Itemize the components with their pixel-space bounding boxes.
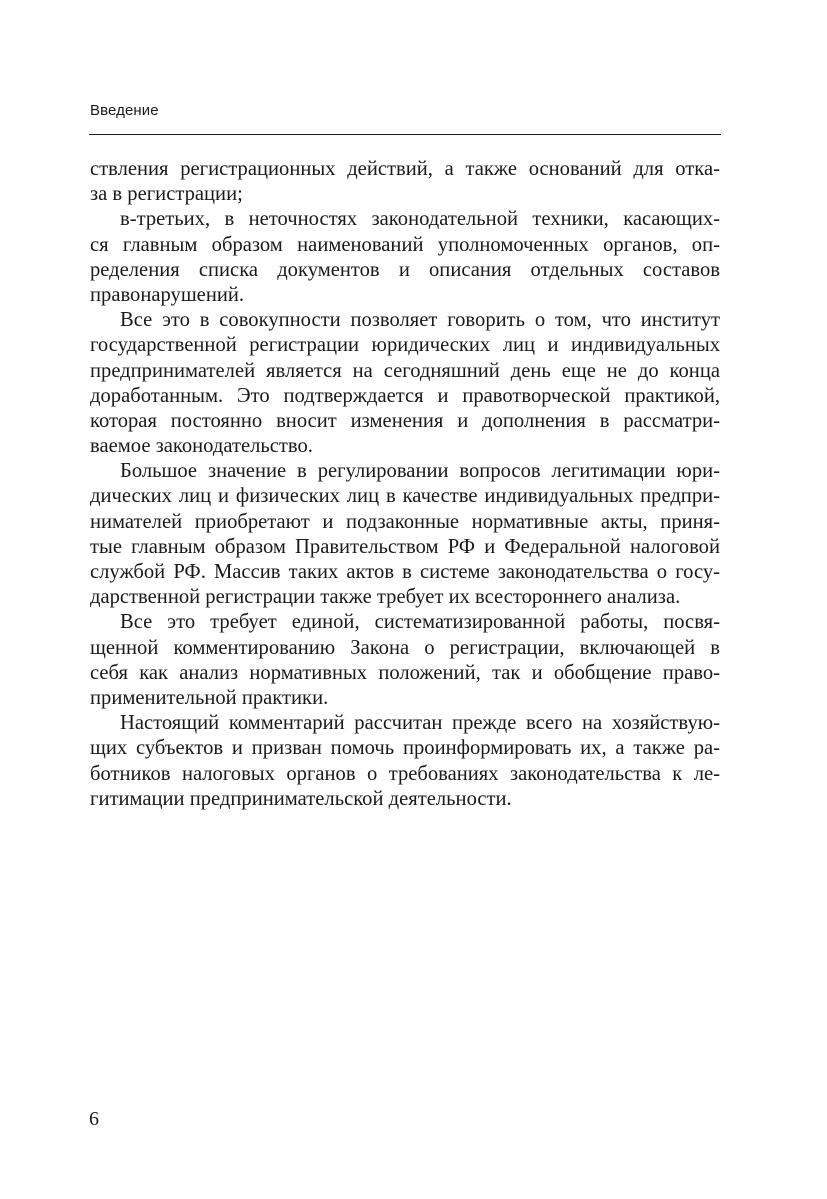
text-line: ваемое законодательство. — [90, 435, 313, 458]
text-line: за в регистрации; — [90, 183, 243, 206]
text-line: Все это в совокупности позволяет говорить о том, что институт — [120, 309, 720, 332]
text-line: нимателей приобретают и подзаконные нормативные акты, приня- — [90, 510, 720, 533]
text-line: тые главным образом Правительством РФ и Федеральной налоговой — [90, 535, 720, 558]
text-line: которая постоянно вносит изменения и дополнения в рассматри- — [90, 409, 720, 432]
text-line: Настоящий комментарий рассчитан прежде всего на хозяйствую- — [120, 712, 720, 735]
header-rule — [89, 134, 721, 135]
text-line: правонарушений. — [90, 283, 245, 306]
text-line: дарственной регистрации также требует их всестороннего анализа. — [90, 586, 681, 609]
text-line: в-третьих, в неточностях законодательной техники, касающих- — [120, 208, 720, 231]
text-line: ределения списка документов и описания отдельных составов — [90, 258, 720, 281]
body-text — [90, 157, 720, 812]
text-line: ботников налоговых органов о требованиях законодательства к ле- — [90, 762, 720, 785]
text-line: ся главным образом наименований уполномоченных органов, оп- — [90, 233, 720, 256]
text-line: предпринимателей является на сегодняшний день еще не до конца — [90, 359, 720, 382]
text-line: ствления регистрационных действий, а также оснований для отка- — [90, 158, 720, 180]
text-line: гитимации предпринимательской деятельности. — [90, 787, 512, 810]
text-line: себя как анализ нормативных положений, так и обобщение право- — [90, 661, 720, 684]
text-line: щих субъектов и призван помочь проинформировать их, а также ра- — [90, 737, 720, 760]
text-line: щенной комментированию Закона о регистрации, включающей в — [90, 636, 720, 659]
page-number: 6 — [89, 1108, 99, 1130]
running-head-title: Введение — [90, 102, 159, 119]
text-line: дических лиц и физических лиц в качестве индивидуальных предпри- — [90, 485, 720, 508]
text-line: доработанным. Это подтверждается и правотворческой практикой, — [90, 384, 720, 407]
text-line: государственной регистрации юридических лиц и индивидуальных — [90, 334, 720, 357]
text-line: Большое значение в регулировании вопросов легитимации юри- — [120, 460, 720, 483]
text-line: службой РФ. Массив таких актов в системе законодательства о госу- — [90, 561, 720, 583]
text-line: применительной практики. — [90, 686, 329, 709]
text-line: Все это требует единой, систематизированной работы, посвя- — [120, 611, 720, 634]
